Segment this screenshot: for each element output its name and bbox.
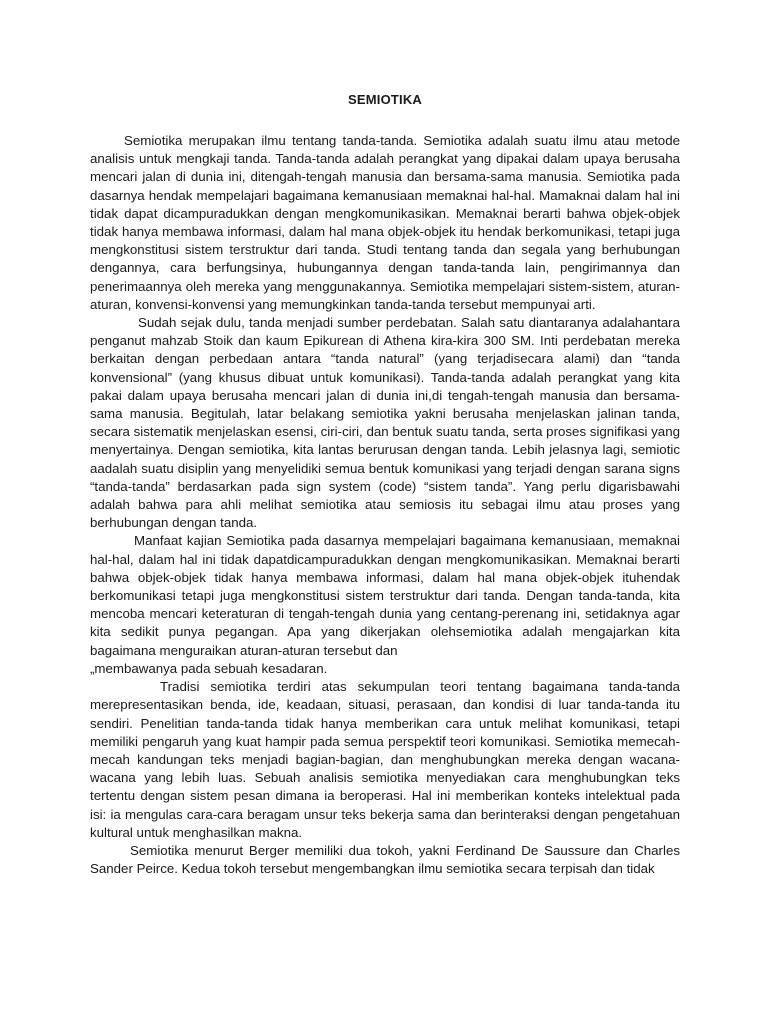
- paragraph-1: Semiotika merupakan ilmu tentang tanda-tanda. Semiotika adalah suatu ilmu atau metode analisis untuk mengkaji tanda. Tanda-tanda adalah perangkat yang dipakai dalam upaya berusaha mencari jalan di dunia ini, ditengah-tengah manusia dan bersama-sama manusia. Semiotika pada dasarnya hendak mempelajari bagaimana kemanusiaan memaknai hal-hal. Mamaknai dalam hal ini tidak dapat dicampuradukkan dengan mengkomunikasikan. Memaknai berarti bahwa objek-objek tidak hanya membawa informasi, dalam hal mana objek-objek itu hendak berkomunikasi, tetapi juga mengkonstitusi sistem terstruktur dari tanda. Studi tentang tanda dan segala yang berhubungan dengannya, cara berfungsinya, hubungannya dengan tanda-tanda lain, pengirimannya dan penerimaannya oleh mereka yang menggunakannya. Semiotika mempelajari sistem-sistem, aturan-aturan, konvensi-konvensi yang memungkinkan tanda-tanda tersebut mempunyai arti.: [90, 133, 680, 312]
- paragraph-4: Tradisi semiotika terdiri atas sekumpulan teori tentang bagaimana tanda-tanda merepresentasikan benda, ide, keadaan, situasi, perasaan, dan kondisi di luar tanda-tanda itu sendiri. Penelitian tanda-tanda tidak hanya memberikan cara untuk melihat komunikasi, tetapi memiliki pengaruh yang kuat hampir pada semua perspektif teori komunikasi. Semiotika memecah-mecah kandungan teks menjadi bagian-bagian, dan menghubungkan mereka dengan wacana-wacana yang lebih luas. Sebuah analisis semiotika menyediakan cara menghubungkan teks tertentu dengan sistem pesan dimana ia beroperasi. Hal ini memberikan konteks intelektual pada isi: ia mengulas cara-cara beragam unsur teks bekerja sama dan berinteraksi dengan pengetahuan kultural untuk menghasilkan makna.: [90, 679, 680, 840]
- page-title: SEMIOTIKA: [347, 92, 423, 107]
- paragraph-5: Semiotika menurut Berger memiliki dua tokoh, yakni Ferdinand De Saussure dan Charles Sander Peirce. Kedua tokoh tersebut mengembangkan ilmu semiotika secara terpisah dan tidak: [90, 842, 680, 877]
- paragraph-3-continuation: „membawanya pada sebuah kesadaran.: [90, 660, 328, 676]
- paragraph-3: Manfaat kajian Semiotika pada dasarnya mempelajari bagaimana kemanusiaan, memaknai hal-hal, dalam hal ini tidak dapatdicampuradukkan dengan mengkomunikasikan. Memaknai berarti bahwa objek-objek tidak hanya membawa informasi, dalam hal mana objek-objek ituhendak berkomunikasi tetapi juga mengkonstitusi sistem terstruktur dari tanda. Dengan tanda-tanda, kita mencoba mencari keteraturan di tengah-tengah dunia yang centang-perenang ini, setidaknya agar kita sedikit punya pegangan. Apa yang dikerjakan olehsemiotika adalah mengajarkan kita bagaimana menguraikan aturan-aturan tersebut dan: [90, 533, 680, 658]
- paragraph-2: Sudah sejak dulu, tanda menjadi sumber perdebatan. Salah satu diantaranya adalahantara penganut mahzab Stoik dan kaum Epikurean di Athena kira-kira 300 SM. Inti perdebatan mereka berkaitan dengan perbedaan antara “tanda natural” (yang terjadisecara alami) dan “tanda konvensional” (yang khusus dibuat untuk komunikasi). Tanda-tanda adalah perangkat yang kita pakai dalam upaya berusaha mencari jalan di dunia ini,di tengah-tengah manusia dan bersama-sama manusia. Begitulah, latar belakang semiotika yakni berusaha menjelaskan jalinan tanda, secara sistematik menjelaskan esensi, ciri-ciri, dan bentuk suatu tanda, serta proses signifikasi yang menyertainya. Dengan semiotika, kita lantas berurusan dengan tanda. Lebih jelasnya lagi, semiotic aadalah suatu disiplin yang menyelidiki semua bentuk komunikasi yang terjadi dengan sarana signs “tanda-tanda” berdasarkan pada sign system (code) “sistem tanda”. Yang perlu digarisbawahi adalah bahwa para ahli melihat semiotika atau semiosis itu sebagai ilmu atau proses yang berhubungan dengan tanda.: [90, 315, 680, 531]
